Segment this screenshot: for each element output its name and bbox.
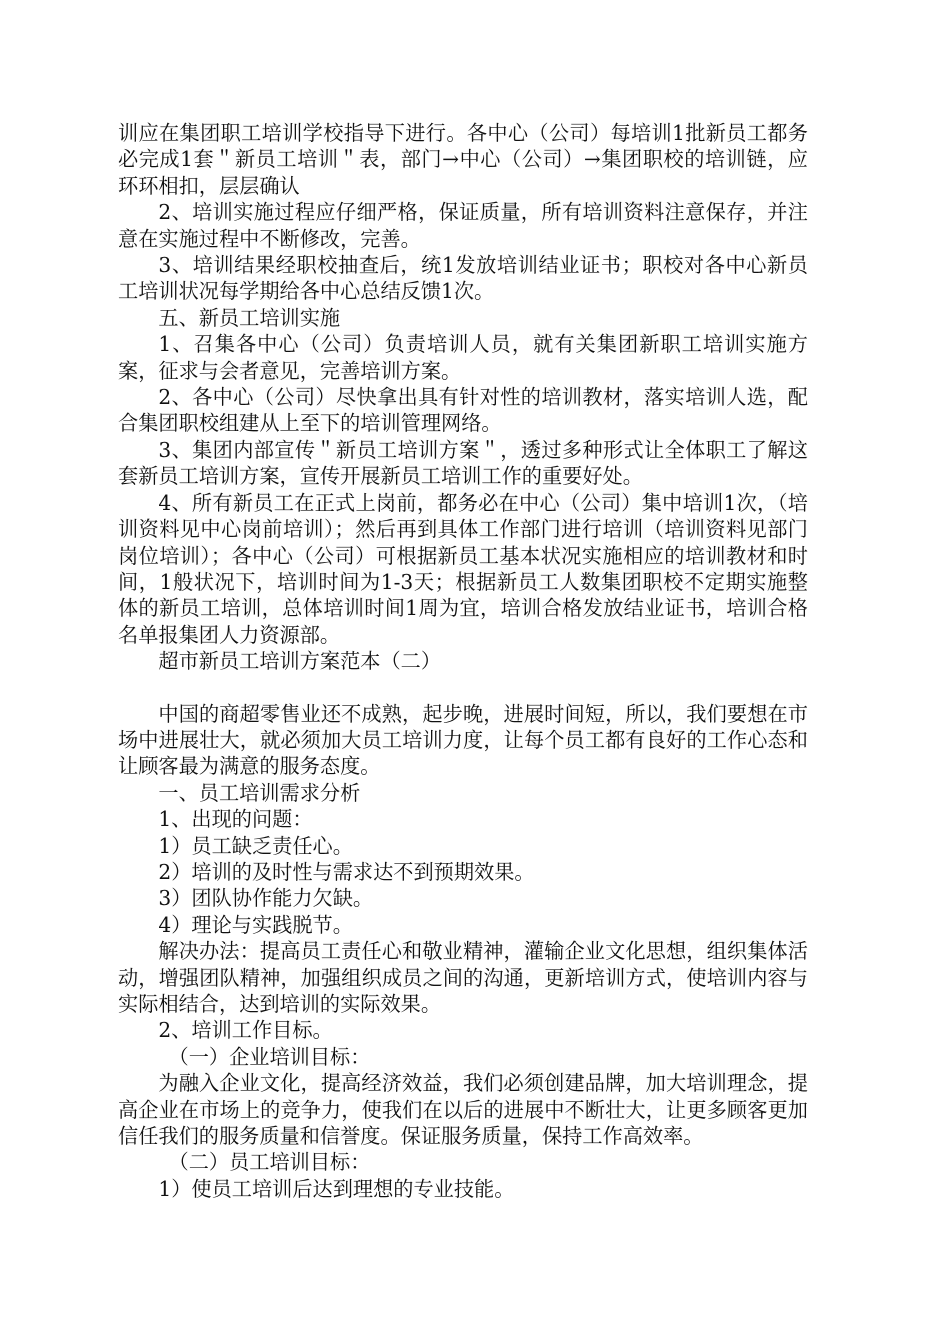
blank-line <box>118 675 808 701</box>
employee-goal-item-1: 1）使员工培训后达到理想的专业技能。 <box>158 1176 515 1201</box>
document-body <box>118 120 808 1202</box>
problems-heading: 1、出现的问题： <box>158 807 313 832</box>
problem-item-4: 4）理论与实践脱节。 <box>158 912 353 937</box>
goals-heading: 2、培训工作目标。 <box>158 1018 333 1043</box>
intro-paragraph: 中国的商超零售业还不成熟，起步晚，进展时间短，所以，我们要想在市场中进展壮大，就必须加大员工培训力度，让每个员工都有良好的工作心态和让顾客最为满意的服务态度。 <box>118 701 808 779</box>
section-heading-5: 五、新员工培训实施 <box>158 305 341 330</box>
paragraph-impl-3: 3、集团内部宣传＂新员工培训方案＂，透过多种形式让全体职工了解这套新员工培训方案，宣传开展新员工培训工作的重要好处。 <box>118 437 808 489</box>
enterprise-goal-paragraph: 为融入企业文化，提高经济效益，我们必须创建品牌，加大培训理念，提高企业在市场上的竞争力，使我们在以后的进展中不断壮大，让更多顾客更加信任我们的服务质量和信誉度。保证服务质量，保持工作高效率。 <box>118 1071 808 1149</box>
paragraph-continuation: 训应在集团职工培训学校指导下进行。各中心（公司）每培训1批新员工都务必完成1套＂新员工培训＂表，部门→中心（公司）→集团职校的培训链，应环环相扣，层层确认 <box>118 121 808 198</box>
paragraph-impl-2: 2、各中心（公司）尽快拿出具有针对性的培训教材，落实培训人选，配合集团职校组建从上至下的培训管理网络。 <box>118 385 808 436</box>
problem-item-2: 2）培训的及时性与需求达不到预期效果。 <box>158 859 535 884</box>
section-heading-1: 一、员工培训需求分析 <box>158 780 361 805</box>
problem-item-3: 3）团队协作能力欠缺。 <box>158 886 374 911</box>
employee-goal-heading: （二）员工培训目标： <box>168 1150 371 1175</box>
paragraph-item-2: 2、培训实施过程应仔细严格，保证质量，所有培训资料注意保存，并注意在实施过程中不断修改，完善。 <box>118 200 808 251</box>
paragraph-item-3: 3、培训结果经职校抽查后，统1发放培训结业证书；职校对各中心新员工培训状况每学期给各中心总结反馈1次。 <box>118 253 808 304</box>
problem-item-1: 1）员工缺乏责任心。 <box>158 833 353 858</box>
solution-paragraph: 解决办法：提高员工责任心和敬业精神，灌输企业文化思想，组织集体活动，增强团队精神，加强组织成员之间的沟通，更新培训方式，使培训内容与实际相结合，达到培训的实际效果。 <box>118 939 808 1016</box>
paragraph-impl-4: 4、所有新员工在正式上岗前，都务必在中心（公司）集中培训1次，（培训资料见中心岗前培训）；然后再到具体工作部门进行培训（培训资料见部门岗位培训）；各中心（公司）可根据新员工基本状况实施相应的培训教材和时间，1般状况下，培训时间为1-3天；根据新员工人数集团职校不定期实施整体的新员工培训，总体培训时间1周为宜，培训合格发放结业证书，培训合格名单报集团人力资源部。 <box>118 490 808 647</box>
enterprise-goal-heading: （一）企业培训目标： <box>168 1044 371 1069</box>
paragraph-impl-1: 1、召集各中心（公司）负责培训人员，就有关集团新职工培训实施方案，征求与会者意见，完善培训方案。 <box>118 332 808 383</box>
document-subtitle: 超市新员工培训方案范本（二） <box>158 649 442 674</box>
